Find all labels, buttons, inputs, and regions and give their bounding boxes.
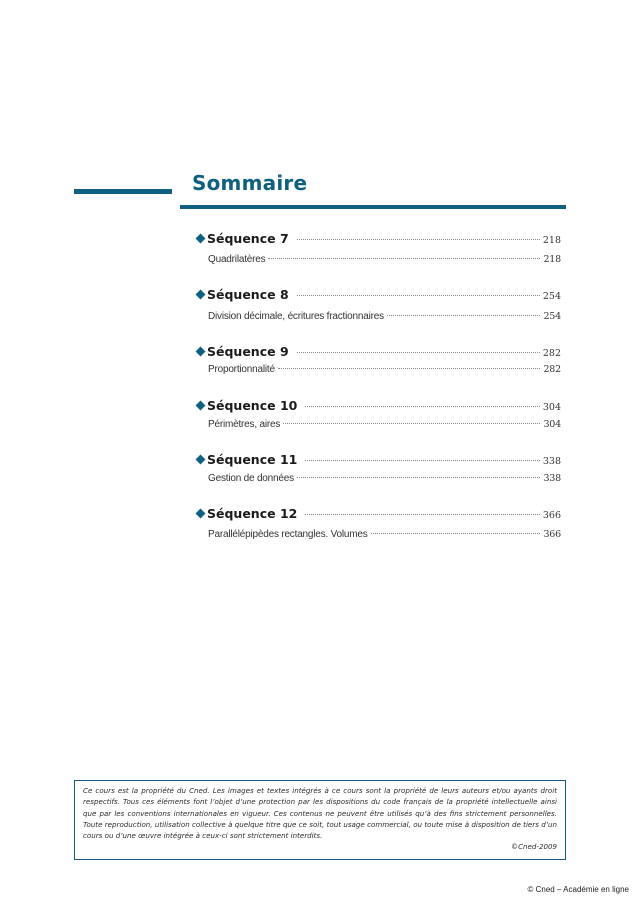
diamond-bullet-icon xyxy=(196,347,206,357)
dot-leader xyxy=(297,239,540,240)
page-number: 282 xyxy=(542,348,561,359)
page-number: 218 xyxy=(543,254,561,265)
toc-topic-11[interactable] xyxy=(208,473,561,484)
page-number: 304 xyxy=(543,419,561,430)
page-number: 254 xyxy=(542,291,561,302)
page-title: Sommaire xyxy=(192,171,308,195)
diamond-bullet-icon xyxy=(196,455,206,465)
copyright-notice xyxy=(74,780,566,860)
sequence-label: Séquence 8 xyxy=(207,287,289,302)
decorative-left-bar xyxy=(74,189,172,194)
page-number: 218 xyxy=(542,235,561,246)
topic-label: Périmètres, aires xyxy=(208,419,281,430)
toc-sequence-10[interactable] xyxy=(196,398,561,413)
page-number: 282 xyxy=(543,364,561,375)
page-number: 254 xyxy=(543,311,561,322)
notice-copyright: ©Cned-2009 xyxy=(510,842,557,852)
dot-leader xyxy=(305,460,540,461)
topic-label: Proportionnalité xyxy=(208,364,275,375)
toc-sequence-7[interactable] xyxy=(196,231,561,246)
dot-leader xyxy=(387,315,541,316)
toc-topic-12[interactable] xyxy=(208,529,561,540)
topic-label: Parallélépipèdes rectangles. Volumes xyxy=(208,529,368,540)
page-number: 366 xyxy=(543,529,561,540)
dot-leader xyxy=(297,352,540,353)
dot-leader xyxy=(297,295,540,296)
diamond-bullet-icon xyxy=(196,290,206,300)
toc-topic-9[interactable] xyxy=(208,364,561,375)
sequence-label: Séquence 7 xyxy=(207,231,289,246)
sequence-label: Séquence 11 xyxy=(207,452,298,467)
dot-leader xyxy=(283,423,540,424)
notice-text: Ce cours est la propriété du Cned. Les images et textes intégrés à ce cours sont la propriété de leurs auteurs et/ou ayants droit respectifs. Tous ces éléments font l’objet d’une protection par les dispositions du code français de la propriété intellectuelle ainsi que par les conventions internationales en vigueur. Ces contenus ne peuvent être utilisés qu’à des fins strictement personnelles. Toute reproduction, utilisation collective à quelque titre que ce soit, tout usage commercial, ou toute mise à disposition de tiers d’un cours ou d’une œuvre intégrée à ceux-ci sont strictement interdits. xyxy=(83,786,557,841)
sequence-label: Séquence 10 xyxy=(207,398,298,413)
diamond-bullet-icon xyxy=(196,234,206,244)
topic-label: Division décimale, écritures fractionnaires xyxy=(208,311,384,322)
toc-topic-7[interactable] xyxy=(208,254,561,265)
page-number: 304 xyxy=(542,402,561,413)
page-number: 366 xyxy=(542,510,561,521)
toc-sequence-8[interactable] xyxy=(196,287,561,302)
dot-leader xyxy=(297,477,541,478)
toc-sequence-11[interactable] xyxy=(196,452,561,467)
page-number: 338 xyxy=(542,456,561,467)
footer-credit: © Cned – Académie en ligne xyxy=(527,885,629,894)
dot-leader xyxy=(278,368,541,369)
sequence-label: Séquence 12 xyxy=(207,506,298,521)
diamond-bullet-icon xyxy=(196,509,206,519)
toc-sequence-12[interactable] xyxy=(196,506,561,521)
title-rule xyxy=(180,205,566,209)
sequence-label: Séquence 9 xyxy=(207,344,289,359)
toc-sequence-9[interactable] xyxy=(196,344,561,359)
dot-leader xyxy=(371,533,541,534)
toc-topic-10[interactable] xyxy=(208,419,561,430)
page-number: 338 xyxy=(543,473,561,484)
topic-label: Quadrilatères xyxy=(208,254,266,265)
dot-leader xyxy=(305,514,540,515)
toc-topic-8[interactable] xyxy=(208,311,561,322)
topic-label: Gestion de données xyxy=(208,473,294,484)
dot-leader xyxy=(268,258,540,259)
dot-leader xyxy=(305,406,540,407)
diamond-bullet-icon xyxy=(196,401,206,411)
